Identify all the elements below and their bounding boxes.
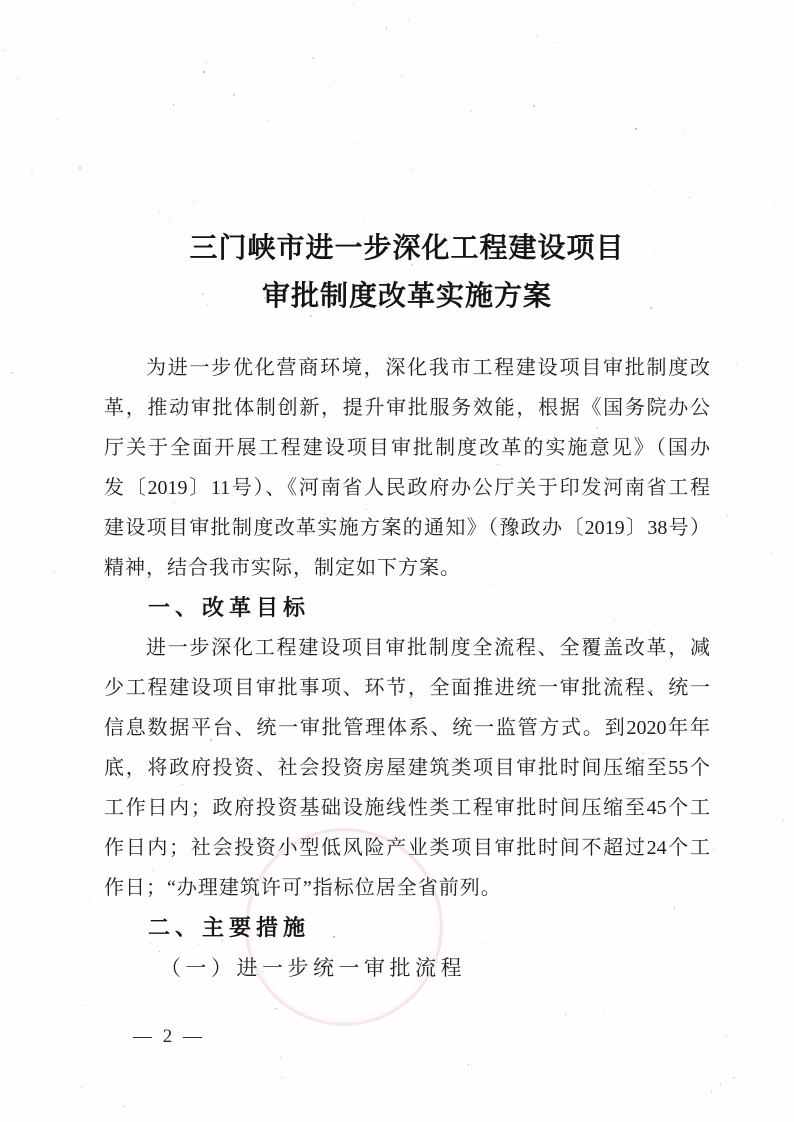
scan-speck xyxy=(312,57,314,59)
scan-speck xyxy=(206,62,207,63)
scan-speck xyxy=(557,42,558,43)
scan-speck xyxy=(19,623,20,624)
document-body xyxy=(104,348,710,988)
scan-speck xyxy=(268,120,269,121)
scan-speck xyxy=(726,1036,727,1037)
scan-speck xyxy=(787,794,788,795)
scan-speck xyxy=(173,104,174,105)
scan-speck xyxy=(703,1025,704,1026)
scan-speck xyxy=(98,107,99,108)
scan-speck xyxy=(646,10,647,11)
scan-speck xyxy=(333,80,334,81)
body-text-line: 作日内；社会投资小型低风险产业类项目审批时间不超过24个工 xyxy=(104,837,710,859)
scan-speck xyxy=(533,105,535,107)
document-title-line-1: 三门峡市进一步深化工程建设项目 xyxy=(189,232,625,263)
scan-speck xyxy=(542,145,543,146)
ink-bleed-speck xyxy=(169,218,171,220)
scan-speck xyxy=(280,1057,281,1058)
scan-speck xyxy=(364,221,365,222)
scan-speck xyxy=(733,1077,735,1079)
body-text-line: 厅关于全面开展工程建设项目审批制度改革的实施意见》（国办 xyxy=(104,437,710,459)
scan-speck xyxy=(420,336,421,337)
subsection-heading: （一）进一步统一审批流程 xyxy=(160,956,466,980)
scan-speck xyxy=(57,119,58,120)
scan-speck xyxy=(233,94,235,96)
scan-speck xyxy=(470,110,472,112)
section-heading: 一、改革目标 xyxy=(148,595,311,620)
body-text-line: 少工程建设项目审批事项、环节，全面推进统一审批流程、统一 xyxy=(104,677,710,699)
scan-speck xyxy=(711,1091,712,1092)
scan-speck xyxy=(353,3,354,4)
document-title-line-2: 审批制度改革实施方案 xyxy=(261,280,552,311)
scan-speck xyxy=(720,1084,721,1085)
body-text-line: 精神，结合我市实际，制定如下方案。 xyxy=(104,557,461,579)
scan-speck xyxy=(284,125,285,126)
scan-speck xyxy=(411,169,412,170)
scan-speck xyxy=(428,1111,429,1112)
scan-speck xyxy=(2,645,3,646)
scan-speck xyxy=(410,1022,411,1023)
body-text-line: 发〔2019〕11号）、《河南省人民政府办公厅关于印发河南省工程 xyxy=(104,477,710,499)
body-text-line: 进一步深化工程建设项目审批制度全流程、全覆盖改革，减 xyxy=(146,637,710,659)
scan-speck xyxy=(649,56,650,57)
scan-speck xyxy=(79,167,81,169)
scan-speck xyxy=(565,155,566,156)
scan-speck xyxy=(635,128,637,130)
scan-speck xyxy=(727,515,728,516)
scan-speck xyxy=(276,1008,277,1009)
section-heading: 二、主要措施 xyxy=(148,915,311,940)
scan-speck xyxy=(370,91,371,92)
scan-speck xyxy=(54,571,55,572)
scan-speck xyxy=(408,19,409,20)
scan-speck xyxy=(3,50,4,51)
scan-speck xyxy=(386,28,387,29)
scan-speck xyxy=(203,71,205,73)
scan-speck xyxy=(81,1087,82,1088)
scan-speck xyxy=(684,131,685,132)
scan-speck xyxy=(361,75,362,76)
scan-speck xyxy=(737,201,738,202)
scan-speck xyxy=(11,372,13,374)
scan-speck xyxy=(17,78,18,79)
body-text-line: 为进一步优化营商环境，深化我市工程建设项目审批制度改 xyxy=(146,357,710,379)
scan-speck xyxy=(736,364,737,365)
scan-speck xyxy=(604,1010,605,1011)
scan-speck xyxy=(537,36,538,37)
scan-speck xyxy=(785,955,786,956)
scan-speck xyxy=(357,143,358,144)
body-text-line: 革，推动审批体制创新，提升审批服务效能，根据《国务院办公 xyxy=(104,397,710,419)
scan-speck xyxy=(770,552,772,554)
page-number: — 2 — xyxy=(133,1026,205,1047)
body-text-line: 信息数据平台、统一审批管理体系、统一监管方式。到2020年年 xyxy=(104,717,710,739)
body-text-line: 作日；“办理建筑许可”指标位居全省前列。 xyxy=(104,877,502,899)
document-title xyxy=(10,224,794,320)
scan-speck xyxy=(243,62,244,63)
scan-speck xyxy=(159,211,160,212)
scan-speck xyxy=(775,203,776,204)
scan-speck xyxy=(31,172,33,174)
body-text-line: 建设项目审批制度改革实施方案的通知》（豫政办〔2019〕38号） xyxy=(104,517,710,539)
body-text-line: 工作日内；政府投资基础设施线性类工程审批时间压缩至45个工 xyxy=(104,797,710,819)
scan-speck xyxy=(124,1106,125,1107)
scan-speck xyxy=(90,898,91,899)
scan-speck xyxy=(468,1064,469,1065)
scan-speck xyxy=(401,75,402,76)
scan-speck xyxy=(626,1014,627,1015)
scan-speck xyxy=(689,197,690,198)
body-text-line: 底，将政府投资、社会投资房屋建筑类项目审批时间压缩至55个 xyxy=(104,757,710,779)
scan-speck xyxy=(282,1077,283,1078)
scan-speck xyxy=(655,191,656,192)
scan-speck xyxy=(750,33,751,34)
scan-speck xyxy=(225,1046,226,1047)
scan-speck xyxy=(14,207,15,208)
scan-speck xyxy=(192,201,193,202)
scan-speck xyxy=(783,820,784,821)
scan-speck xyxy=(713,849,714,850)
scan-speck xyxy=(42,81,43,82)
scan-speck xyxy=(142,186,143,187)
scan-speck xyxy=(361,83,362,84)
scan-speck xyxy=(725,155,726,156)
scan-speck xyxy=(565,1014,566,1015)
scan-speck xyxy=(82,1005,83,1006)
scan-speck xyxy=(205,1020,206,1021)
